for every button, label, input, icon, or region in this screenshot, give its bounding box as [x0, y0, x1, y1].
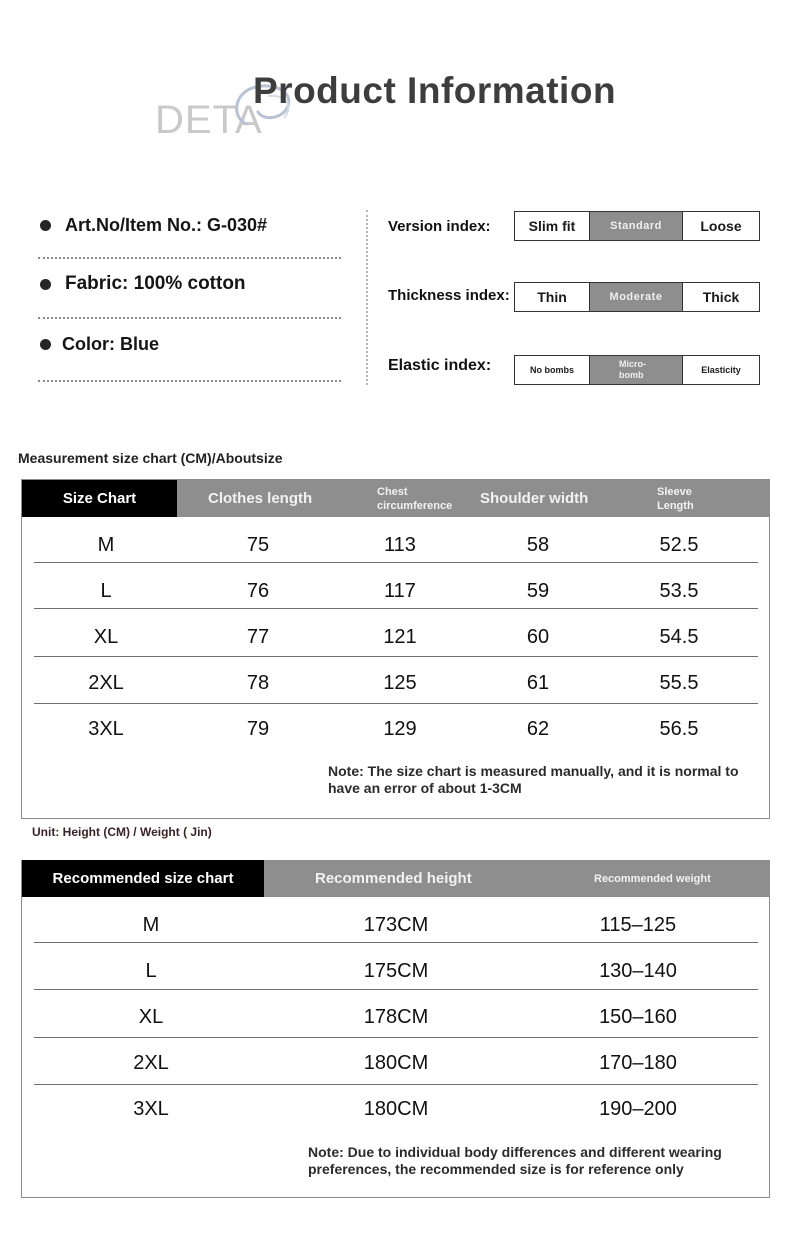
thickness-option-moderate: Moderate — [590, 283, 683, 311]
table-row — [34, 948, 758, 994]
size-chart-col-sleeve: Sleeve Length — [657, 485, 694, 512]
thickness-option-thick: Thick — [702, 289, 740, 305]
shoulder-cell: 60 — [526, 625, 550, 648]
shoulder-cell: 59 — [526, 579, 550, 602]
size-cell: M — [97, 533, 115, 556]
size-cell: 3XL — [88, 717, 124, 740]
size-cell: XL — [93, 625, 119, 648]
row-divider — [34, 656, 758, 657]
row-divider — [34, 989, 758, 990]
chest-cell: 117 — [384, 579, 416, 602]
version-option-loose: Loose — [700, 218, 742, 234]
weight-cell: 115–125 — [599, 913, 677, 936]
clothes-length-cell: 77 — [246, 625, 270, 648]
fabric-row — [40, 273, 246, 295]
table-row — [34, 994, 758, 1040]
recommended-col-height: Recommended height — [315, 870, 472, 887]
clothes-length-cell: 79 — [246, 717, 270, 740]
weight-cell: 170–180 — [599, 1051, 677, 1074]
size-cell: M — [142, 913, 160, 936]
weight-cell: 150–160 — [599, 1005, 677, 1028]
chest-cell: 113 — [384, 533, 416, 556]
elastic-option-no-bombs: No bombs — [515, 356, 590, 384]
elastic-option-micro-bomb: Micro- bomb — [590, 356, 683, 384]
size-cell: XL — [138, 1005, 164, 1028]
recommended-header — [22, 860, 769, 897]
sleeve-cell: 56.5 — [659, 717, 699, 740]
table-row — [34, 614, 758, 660]
size-chart-col-size: Size Chart — [22, 480, 177, 517]
row-divider — [34, 1084, 758, 1085]
row-divider — [34, 942, 758, 943]
thickness-index-label: Thickness index: — [388, 287, 510, 304]
weight-cell: 130–140 — [599, 959, 677, 982]
size-cell: L — [145, 959, 157, 982]
item-number-row — [40, 215, 267, 236]
bullet-icon — [40, 220, 51, 231]
height-cell: 180CM — [363, 1097, 429, 1120]
clothes-length-cell: 75 — [246, 533, 270, 556]
size-chart-note: Note: The size chart is measured manually, and it is normal to have an error of about 1-3CM — [328, 763, 739, 796]
size-chart-col-clothes-length: Clothes length — [208, 490, 313, 507]
sleeve-cell: 52.5 — [659, 533, 699, 556]
recommended-col-weight: Recommended weight — [594, 872, 711, 885]
item-number-text: Art.No/Item No.: G-030# — [65, 215, 268, 235]
shoulder-cell: 58 — [526, 533, 550, 556]
sleeve-cell: 54.5 — [659, 625, 699, 648]
chest-cell: 125 — [383, 671, 417, 694]
elastic-index-scale — [514, 355, 760, 385]
thickness-index-scale — [514, 282, 760, 312]
version-option-slim-fit: Slim fit — [515, 212, 590, 240]
divider — [38, 317, 341, 319]
chest-cell: 129 — [383, 717, 417, 740]
elastic-option-elasticity: Elasticity — [701, 365, 741, 375]
size-cell: 2XL — [88, 671, 124, 694]
height-cell: 175CM — [363, 959, 429, 982]
sleeve-cell: 55.5 — [659, 671, 699, 694]
size-chart-table — [21, 479, 770, 819]
page-title: Product Information — [253, 70, 617, 111]
color-row — [40, 334, 159, 355]
clothes-length-cell: 76 — [246, 579, 270, 602]
size-chart-col-chest: Chest circumference — [377, 485, 453, 512]
bullet-icon — [40, 279, 51, 290]
bullet-icon — [40, 339, 51, 350]
table-row — [34, 660, 758, 706]
version-index-scale — [514, 211, 760, 241]
unit-label: Unit: Height (CM) / Weight ( Jin) — [32, 825, 212, 839]
size-chart-col-shoulder: Shoulder width — [480, 490, 589, 507]
row-divider — [34, 562, 758, 563]
clothes-length-cell: 78 — [246, 671, 270, 694]
size-chart-header — [22, 480, 769, 517]
chest-cell: 121 — [383, 625, 417, 648]
fabric-text: Fabric: 100% cotton — [65, 273, 246, 294]
version-index-label: Version index: — [388, 218, 491, 235]
row-divider — [34, 703, 758, 704]
color-text: Color: Blue — [62, 334, 159, 354]
shoulder-cell: 62 — [526, 717, 550, 740]
divider — [38, 257, 341, 259]
row-divider — [34, 608, 758, 609]
weight-cell: 190–200 — [599, 1097, 677, 1120]
table-row — [34, 706, 758, 752]
sleeve-cell: 53.5 — [659, 579, 699, 602]
row-divider — [34, 1037, 758, 1038]
thickness-option-thin: Thin — [515, 283, 590, 311]
height-cell: 180CM — [363, 1051, 429, 1074]
size-cell: 2XL — [133, 1051, 169, 1074]
vertical-divider — [366, 210, 368, 385]
divider — [38, 380, 341, 382]
watermark-text: DETA — [155, 98, 263, 142]
version-option-standard: Standard — [590, 212, 683, 240]
recommended-size-table — [21, 860, 770, 1198]
table-row — [34, 1086, 758, 1132]
size-chart-heading: Measurement size chart (CM)/Aboutsize — [18, 450, 283, 466]
elastic-index-label: Elastic index: — [388, 357, 492, 374]
size-cell: L — [100, 579, 112, 602]
height-cell: 178CM — [363, 1005, 429, 1028]
height-cell: 173CM — [363, 913, 429, 936]
table-row — [34, 1040, 758, 1086]
size-cell: 3XL — [133, 1097, 169, 1120]
recommended-col-size: Recommended size chart — [22, 860, 264, 897]
recommended-note: Note: Due to individual body differences and different wearing preferences, the recommended size is for reference only — [308, 1144, 722, 1177]
shoulder-cell: 61 — [526, 671, 550, 694]
